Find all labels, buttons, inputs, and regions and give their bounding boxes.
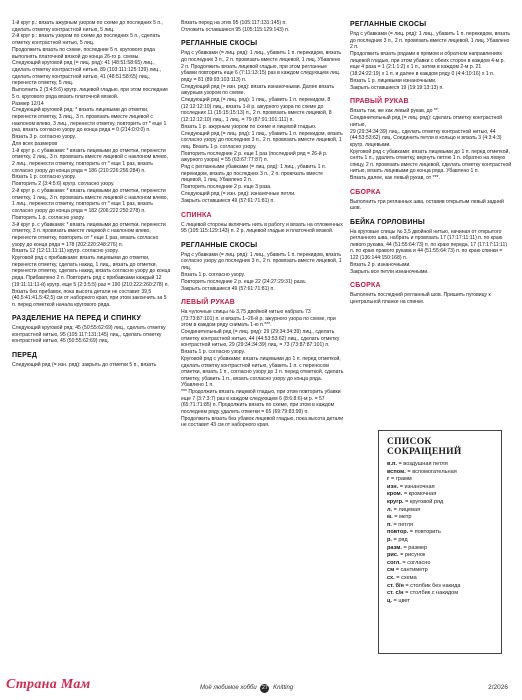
abbreviation-row <box>387 499 501 507</box>
section-heading: РЕГЛАННЫЕ СКОСЫ <box>350 21 427 28</box>
paragraph: Вязать 2 р. изнаночными. <box>350 261 411 268</box>
paragraph: Вязать 3 р. согласно узору. <box>12 134 76 141</box>
paragraph: Выполнить три регланных шва, оставив открытым левый задний шов. <box>350 198 504 212</box>
abbreviation-key: л. <box>387 506 393 513</box>
abbreviation-key: см <box>387 567 395 574</box>
section-body <box>181 50 344 204</box>
paragraph: Размер 12/14 <box>12 100 44 107</box>
column-middle <box>181 20 344 429</box>
section-heading: СБОРКА <box>350 188 381 196</box>
magazine-name: Моё любимое хобби <box>200 685 257 691</box>
abbreviation-key: кром. <box>387 491 403 498</box>
paragraph: Вязать 1 р. ажурным узором по схеме и лицевой гладью. <box>181 123 317 130</box>
section-body <box>181 252 344 292</box>
section-heading: ПЕРЕД <box>12 351 38 359</box>
abbreviation-value: = воздушная петля <box>396 461 448 467</box>
paragraph: Закрыть все петли изнаночными. <box>350 268 429 275</box>
paragraph: Круговой ряд с прибавками: вязать лицевыми до отметки, перенести отметку, сделать накид, 1 лиц., вязать до отметки, перенести отметку, сделать накид, вязать согласно узору до конца ряда. Прибавлено 2 п. Повторить ряд с прибавками каждый 12 (19:11:11:11-й) кругр. еще 5 (2:3:5:5) раз = 190 (210:222:260:278) п. <box>12 255 171 288</box>
abbreviations-list <box>379 461 501 605</box>
abbreviations-title: СПИСОК СОКРАЩЕНИЙ <box>387 437 462 457</box>
abbreviation-row <box>387 507 501 515</box>
abbreviation-value: = вспомогательная <box>405 468 457 475</box>
abbreviation-row <box>387 469 501 477</box>
paragraph: 1-й круг р.: вязать ажурным узором по схеме до последних 5 п., сделать отметку контрастной нитью, 5 лиц. <box>12 20 163 33</box>
abbreviations-box <box>378 430 502 654</box>
abbreviation-value: = повторить <box>408 529 441 536</box>
section-body <box>12 362 172 369</box>
page-number: 27 <box>261 685 268 691</box>
abbreviation-key: вспом. <box>387 468 406 475</box>
page-footer <box>0 672 522 700</box>
section-body <box>181 309 344 429</box>
section-body <box>350 292 512 305</box>
paragraph: Повторить 1 р. согласно узору. <box>12 214 85 221</box>
paragraph: На чулочные спицы № 3,75 двойной нитью набрать 73 (73:73:87:101) п. и вязать 1–26-й р. ажурного узора по схеме, при этом в каждом ряду снимать 1-ю п.***. <box>181 309 336 329</box>
section-body <box>350 229 512 276</box>
section-heading: ПРАВЫЙ РУКАВ <box>350 98 409 106</box>
paragraph: Вязать перед на этих 95 (105:117:131:145) п. <box>181 20 287 26</box>
abbreviation-value: = лицевая <box>392 506 421 513</box>
abbreviation-value: = петля <box>391 521 413 528</box>
paragraph: Вязать так, же как левый рукав, до **. <box>350 108 440 115</box>
paragraph: Следующий ряд (= изн. ряд): изнаночные петли. <box>181 191 296 198</box>
abbreviation-value: = согласно <box>400 559 431 566</box>
paragraph: Вязать далее, как левый рукав, от ***. <box>350 175 440 182</box>
magazine-subtitle: Knitting <box>273 685 294 691</box>
paragraph: Ряд с убавками (= лиц. ряд): 1 лиц., убавить 1 п. перекидом, вязать до последних 3 п., 2 п. провязать вместе лицевой, 1 лиц. Убавлено 2 п. <box>350 31 511 51</box>
paragraph: Следующий круговой ряд (= лиц. ряд): 41 (48:51:58:65) лиц., сделать отметку контрастной нитью, 89 (103:111:125:139) лиц., сделать отметку контрастной нитью, 41 (48:51:58:65) лиц., перенести отметку, 5 лиц. <box>12 60 162 87</box>
abbreviation-key: рис. <box>387 552 399 559</box>
section-heading: РЕГЛАННЫЕ СКОСЫ <box>181 241 258 249</box>
section-body <box>181 222 344 235</box>
paragraph: 2-й круг р. с убавками: * вязать лицевыми до отметки, перенести отметку, 1 лиц., 3 п. провязать вместе лицевой с наклоном влево, 1 лиц., перенести отметку, повторить от * еще 1 раз, вязать согласно узору до конца ряда = 182 (206:222:250:278) п. <box>12 188 168 214</box>
abbreviation-value: = столбик с накидом <box>403 590 459 597</box>
paragraph: Соединительный ряд (= лиц. ряд): сделать отметку контрастной нитью, <box>350 115 502 128</box>
paragraph: Вязать без прибавок, пока высота детали не составит 39,5 (40,5:41:41,5:42,5) см от наборного края, при этом закончить за 5 п. перед отметкой начала кругового ряда. <box>12 288 167 308</box>
abbreviation-key: разм. <box>387 544 402 551</box>
col2-body <box>181 20 344 33</box>
paragraph: Отложить оставшиеся 95 (105:115:129:143) п. <box>181 26 290 33</box>
paragraph: Повторить последние 2 р. еще 3 раза. <box>181 184 272 191</box>
paragraph: 1-й круг р. с убавками: * вязать лицевыми до отметки, перенести отметку, 2 лиц., 3 п. провязать вместе лицевой с наклоном влево, 2 лиц., перенести отметку, повторить от * еще 1 раз, вязать согласно узору до конца ряда = 186 (210:226:256:284) п. <box>12 147 168 174</box>
paragraph: 29 (29:34:34:39) лиц., сделать отметку контрастной нитью, 44 (44:53:53:62) лиц. Соединить петли в кольцо и вязать 3 (4:3:4:3) кругр. лицевыми. <box>350 128 502 148</box>
paragraph: Следующий круговой ряд: * вязать лицевыми до отметки, перенести отметку, 3 лиц., 3 п. провязать вместе лицевой с наклоном влево, 3 лиц., перенести отметку, повторить от * еще 1 раз, вязать согласно узору до конца ряда = 0 (214:0:0:0) п. <box>12 107 167 134</box>
abbreviation-row <box>387 575 501 583</box>
paragraph: *** Продолжить вязать лицевой гладью, при этом повторить убавки еще 7 (3:7:3:7) раз в каждом следующем 6 (8:6:8:6)-м р. = 57 (65:71:71:85) п. Продолжить вязать по схеме, при этом в каждом последнем ряду удалить отметки = 65 (69:79:83:99) п. <box>181 389 341 415</box>
paragraph: С лицевой стороны включить нить в работу и вязать на отложенных 95 (105:115:129:143) п. 2 р. лицевой гладью и платочной вязкой. <box>181 221 343 235</box>
abbreviation-key: в.п. <box>387 461 397 467</box>
paragraph: Следующий ряд (= лиц. ряд): 1 лиц., убавить 1 п. перекидом, 8 (12:12:12:10) лиц., вязать 1-й р. ажурного узора по схеме до последних 11 (15:15:15:13) п., 2 п. провязать вместе лицевой, 8 (12:12:12:10) лиц., 1 лиц. = 79 (87:91:101:111) п. <box>181 97 332 123</box>
section-body <box>350 31 512 91</box>
abbreviation-value: = грамм <box>389 476 412 483</box>
paragraph: Круговой ряд с убавками: вязать лицевыми до 1 п. перед отметкой, снять 1 п., удалить отметку, вернуть петлю 1 п. обратно на левую спицу, 2 п. провязать вместе лицевой, сделать отметку контрастной нитью, вязать лицевыми до конца ряда. Убавлено 1 п. <box>350 148 512 175</box>
abbreviation-value: = ряд <box>391 536 408 543</box>
paragraph: Вязать 1 р. согласно узору. <box>181 271 245 278</box>
abbreviation-row <box>387 567 501 575</box>
paragraph: Следующий ряд (= лиц. ряд): 1 лиц., убавить 1 п. перекидом, вязать согласно узору до последних 3 п., 2 п. провязать вместе лицевой, 1 лиц. Вязать 1 р. согласно узору. <box>181 130 343 150</box>
brand-logo: Страна Мам <box>6 677 91 692</box>
paragraph: Круговой ряд с убавками: вязать лицевыми до 1 п. перед отметкой, сделать отметку контрастной нитью, убавить 1 п. с переносом отметки, вязать 1 п., согласно узору до 1 п. перед отметкой, сделать отметку, убавить 1 п., вязать согласно узору до конца ряда. Убавлено 1 п. <box>181 356 344 389</box>
abbreviation-row <box>387 545 501 553</box>
col1-body <box>12 20 172 308</box>
abbreviation-value: = кромочная <box>402 491 437 498</box>
abbreviation-row <box>387 514 501 522</box>
paragraph: Для всех размеров <box>12 140 58 147</box>
abbreviation-row <box>387 537 501 545</box>
section-heading: РЕГЛАННЫЕ СКОСЫ <box>181 40 258 48</box>
paragraph: Закрыть оставшиеся 49 (57:61:71:81) п. <box>181 198 275 205</box>
paragraph: Ряд с регланными убавками (= лиц. ряд): 1 лиц., убавить 1 п. перекидом, вязать до последних 3 п., 2 п. провязать вместе лицевой, 1 лиц. Убавлено 2 п. <box>181 164 327 184</box>
paragraph: Ряд с убавками (= лиц. ряд): 1 лиц., убавить 1 п. перекидом, вязать согласно узору до последних 3 п., 2 п. провязать вместе лицевой, 1 лиц. <box>181 251 342 271</box>
paragraph: Следующий ряд (= изн. ряд): вязать изнаночными. Далее вязать ажурным узором по схеме. <box>181 83 335 97</box>
abbreviation-row <box>387 598 501 606</box>
abbreviation-value: = рисунок <box>398 552 426 559</box>
column-right <box>350 20 512 306</box>
paragraph: Продолжить вязать без убавок лицевой гладью, пока высота детали не составит 43 см от наборного края. <box>181 415 344 429</box>
section-heading: СПИНКА <box>181 211 212 219</box>
paragraph: Вязать 1 р. согласно узору. <box>12 174 76 181</box>
paragraph: Вязать 12 (12:11:11:11) кругр. согласно узору. <box>12 248 119 255</box>
abbreviation-key: изн. <box>387 483 399 490</box>
paragraph: Закрыть оставшиеся 19 (19:19:13:13) п. <box>350 84 444 91</box>
paragraph: Вязать 1 р. лицевыми изнаночными. <box>350 77 437 84</box>
paragraph: Выполнить последний регланный шов. Пришить пуговицу к центральной планке на спинке. <box>350 292 491 305</box>
issue-number: 2/2026 <box>488 684 508 691</box>
paragraph: Следующий круговой ряд: 45 (50:55:62:69) лиц., сделать отметку контрастной нитью, 95 (105:117:131:145) лиц., сделать отметку контрастной нитью, 45 (50:55:62:69) лиц. <box>12 325 166 345</box>
paragraph: На круговые спицы № 3,5 двойной нитью, начиная от открытого регланного шва, набрать и провязать 17 (17:17:11:11) п. по краю левого рукава, 44 (51:55:64:73) п. по краю переда, 17 (17:17:11:11) п. по краю правого рукава и 44 (51:55:64:73) п. по краю спинки = 122 (136:144:150:168) п. <box>350 228 508 261</box>
paragraph: Повторить последние 2 р. еще 1 раз (последний ряд = 26-й р. ажурного узора) = 55 (63:67:77:87) п. <box>181 150 328 164</box>
paragraph: 2-й круг р.: вязать узором по схеме до последних 5 п., сделать отметку контрастной нитью, 5 лиц. <box>12 33 161 47</box>
abbreviation-value: = сантиметр <box>394 567 428 574</box>
paragraph: Продолжить вязать рядами в прямом и обратном направлениях лицевой гладью, при этом убавки с обеих сторон в каждом 4-м р. еще 4 раза = 1 (2:1:1:2) х 1 п., затем в каждом 2-м р. 21 (18:24:22:19) х 1 п. и далее в каждом ряду 0 (4:4:10:16) х 1 п. <box>350 51 505 77</box>
abbreviation-value: = столбик без накида <box>403 582 461 589</box>
abbreviation-row <box>387 590 501 598</box>
paragraph: Закрыть оставшиеся 49 (57:61:71:81) п. <box>181 285 275 292</box>
section-heading: БЕЙКА ГОРЛОВИНЫ <box>350 218 425 226</box>
section-body <box>350 199 512 212</box>
abbreviation-key: сх. <box>387 574 395 581</box>
abbreviation-row <box>387 529 501 537</box>
paragraph: 3-й круг р. с убавками: * вязать лицевыми до отметки, перенести отметку, 3 п. провязать вместе лицевой с наклоном влево, перенести отметку, повторить от * еще 1 раз, вязать согласно узору до конца ряда = 178 (202:220:248:276) п. <box>12 221 166 248</box>
abbreviation-row <box>387 476 501 484</box>
abbreviation-key: повтор. <box>387 529 409 536</box>
abbreviation-row <box>387 491 501 499</box>
abbreviation-value: = размер <box>401 544 428 551</box>
magazine-credit <box>200 684 293 693</box>
abbreviation-key: ст. б/н <box>387 582 404 589</box>
abbreviation-value: = схема <box>394 574 417 581</box>
section-body <box>350 108 512 182</box>
abbreviation-key: согл. <box>387 559 401 566</box>
paragraph: Ряд с убавками (= лиц. ряд): 1 лиц., убавить 1 п. перекидом, вязать до последних 3 п., 2 п. провязать вместе лицевой, 1 лиц. Убавлено 2 п. Продолжить вязать лицевой гладью, при этом регланные убавки повторить еще 6 (7:11:13:15) раз в каждом следующем лиц. ряду = 81 (89:93:103:113) п. <box>181 50 342 83</box>
abbreviation-row <box>387 461 501 469</box>
abbreviation-row <box>387 484 501 492</box>
paragraph: Вязать 1 р. согласно узору. <box>181 349 245 356</box>
section-heading: СБОРКА <box>350 282 381 290</box>
abbreviation-value: = метр <box>392 514 412 521</box>
abbreviation-key: г <box>387 476 390 483</box>
abbreviation-key: м. <box>387 514 393 521</box>
abbreviation-row <box>387 522 501 530</box>
abbreviation-key: р. <box>387 536 392 543</box>
abbreviation-key: ст. с/н <box>387 590 404 597</box>
abbreviation-row <box>387 583 501 591</box>
abbreviation-value: = круговой ряд <box>403 498 444 505</box>
paragraph: Повторить последние 2 р. еще 22 (24:27:29:31) раза. <box>181 278 307 285</box>
section-heading: РАЗДЕЛЕНИЕ НА ПЕРЕД И СПИНКУ <box>12 315 142 323</box>
paragraph: Повторить 2 (3:4:5:6) кругр. согласно узору. <box>12 181 115 188</box>
column-left <box>12 20 172 369</box>
abbreviation-value: = цвет <box>392 597 410 604</box>
abbreviation-row <box>387 552 501 560</box>
abbreviation-value: = изнаночная <box>398 483 435 490</box>
abbreviation-key: п. <box>387 521 392 528</box>
abbreviation-key: кругр. <box>387 498 404 505</box>
paragraph: Продолжить вязать по схеме, последние 5 п. кругового ряда выполнять платочной вязкой до конца 26-го р. схемы. <box>12 46 155 60</box>
abbreviation-key: ц. <box>387 597 392 604</box>
paragraph: Выполнить 2 (3:4:5:6) кругр. лицевой гладью, при этом последние 5 п. кругового ряда вязать платочной вязкой. <box>12 87 169 100</box>
abbreviation-row <box>387 560 501 568</box>
section-heading: ЛЕВЫЙ РУКАВ <box>181 299 235 307</box>
paragraph: Следующий ряд (= изн. ряд): закрыть до отметки 5 п., вязать <box>12 361 157 368</box>
section-body <box>12 325 172 345</box>
paragraph: Соединительный ряд (= лиц. ряд): 29 (29:34:34:39) лиц., сделать отметку контрастной нитью, 44 (44:53:53:62) лиц., сделать отметку контрастной нитью, 29 (29:34:34:39) лиц. = 73 (73:87:87:101) п. <box>181 329 340 349</box>
